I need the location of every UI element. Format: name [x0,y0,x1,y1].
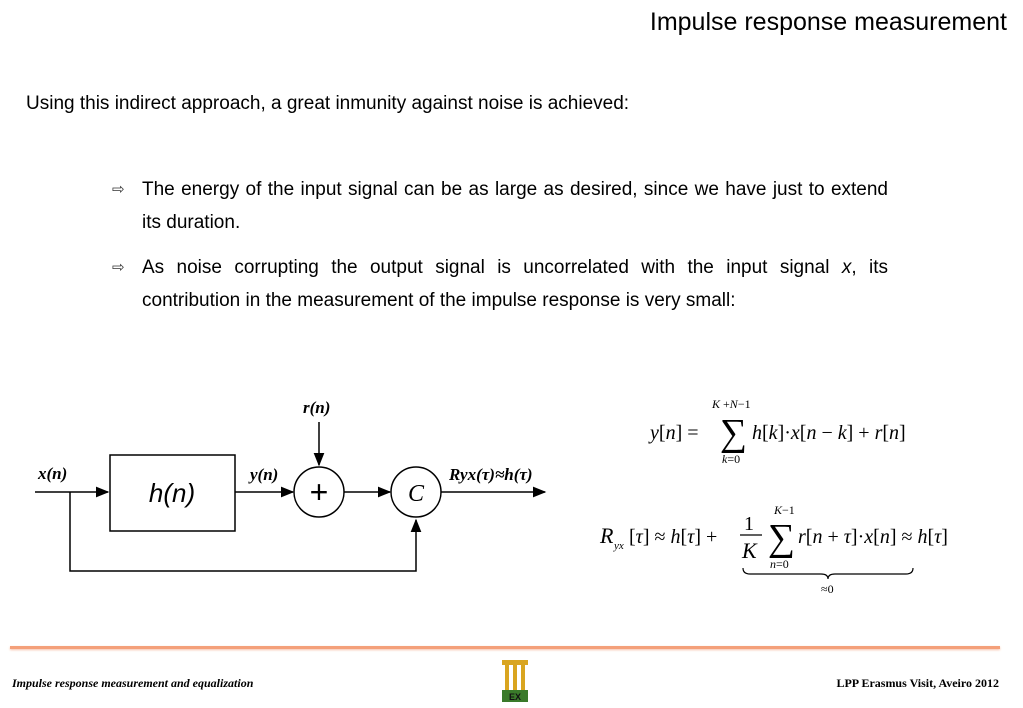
result-label: Ryx(τ)≈h(τ) [449,465,533,484]
svg-text:K: K [742,538,757,563]
svg-text:r[n + τ]·x[n] ≈ h[τ]: r[n + τ]·x[n] ≈ h[τ] [798,526,948,548]
svg-text:∑: ∑ [720,412,748,454]
svg-text:n=0: n=0 [770,557,789,571]
footer-left: Impulse response measurement and equalization [12,676,254,690]
svg-text:∑: ∑ [768,517,796,559]
svg-text:K +N−1: K +N−1 [712,397,751,411]
bullet-text: The energy of the input signal can be as large as desired, since we have just to extend its duration. [142,179,888,233]
university-logo [500,658,530,704]
sum-symbol: + [309,474,329,510]
footer-divider [10,646,1000,649]
svg-text:k=0: k=0 [722,452,741,466]
svg-text:K−1: K−1 [774,503,795,517]
svg-text:[τ] ≈ h[τ] +: [τ] ≈ h[τ] + [629,526,718,548]
input-label: x(n) [38,464,68,483]
output-label: y(n) [250,465,279,484]
bullet-list [112,173,888,329]
system-block-label: h(n) [148,478,196,508]
right-arrow-outline-icon: ⇨ [112,181,125,198]
bullet-item [112,251,888,317]
block-diagram [0,380,590,590]
variable-x: x [841,257,852,278]
right-arrow-outline-icon: ⇨ [112,259,125,276]
svg-text:R: R [600,523,614,548]
svg-text:EX: EX [508,692,522,702]
svg-text:y[n] =: y[n] = [650,422,699,444]
correlator-label: C [407,481,425,507]
noise-label: r(n) [303,398,331,417]
underbrace [743,568,913,579]
footer-right: LPP Erasmus Visit, Aveiro 2012 [836,676,999,690]
bullet-text: As noise corrupting the output signal is uncorrelated with the input signal x, its contribution in the measurement of the impulse response is very small: [142,257,888,311]
svg-text:h[k]·x[n − k] + r[n]: h[k]·x[n − k] + r[n] [752,422,906,444]
equation-2 [592,500,992,600]
svg-text:1: 1 [744,513,754,535]
intro-text: Using this indirect approach, a great inmunity against noise is achieved: [26,93,630,114]
bullet-item [112,173,888,239]
slide-title: Impulse response measurement [649,8,1007,36]
svg-text:yx: yx [614,540,624,552]
equation-1 [640,395,940,470]
svg-text:≈0: ≈0 [821,582,834,596]
